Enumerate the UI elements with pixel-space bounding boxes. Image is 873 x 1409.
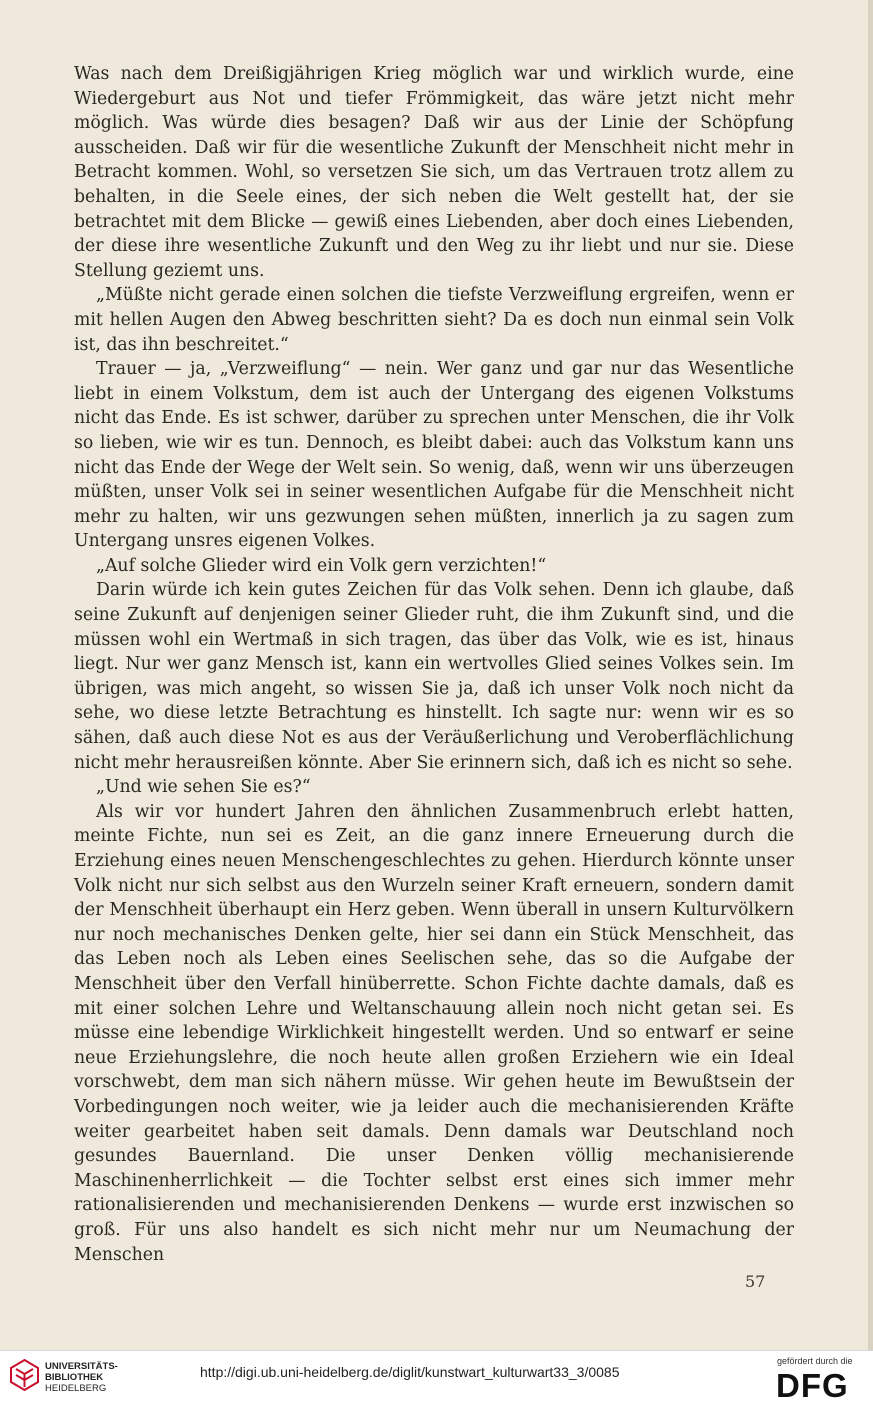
paragraph-4: „Auf solche Glieder wird ein Volk gern verzichten!“ [96, 555, 547, 576]
permalink-url[interactable]: http://digi.ub.uni-heidelberg.de/diglit/kunstwart_kulturwart33_3/0085 [200, 1364, 620, 1380]
paragraph-3: Trauer — ja, „Verzweiflung“ — nein. Wer ganz und gar nur das Wesentliche liebt in einem Volkstum, dem ist auch der Untergang des eigenen Volkstums nicht das Ende. Es ist schwer, darüber zu sprechen unter Menschen, die ihr Volk so lieben, wie wir es tun. Dennoch, es bleibt dabei: auch das Volkstum kann uns nicht das Ende der Wege der Welt sein. So wenig, daß, wenn wir uns überzeugen müßten, unser Volk sei in seiner wesentlichen Aufgabe für die Menschheit nicht mehr zu halten, wir uns gezwungen sehen müßten, innerlich ja zu sagen zum Untergang unsres eigenen Volkes. [74, 359, 794, 552]
body-text [74, 62, 794, 1267]
university-seal-icon[interactable] [10, 1359, 39, 1391]
page-edge [868, 0, 873, 1350]
paragraph-1: Was nach dem Dreißigjährigen Krieg möglich war und wirklich wurde, eine Wiedergeburt aus Not und tiefer Frömmigkeit, das wäre jetzt nicht mehr möglich. Was würde dies besagen? Daß wir aus der Linie der Schöpfung ausscheiden. Daß wir für die wesentliche Zukunft der Menschheit nicht mehr in Betracht kommen. Wohl, so versetzen Sie sich, um das Vertrauen trotz allem zu behalten, in die Seele eines, der sich neben die Welt gestellt hat, der sie betrachtet mit dem Blicke — gewiß eines Liebenden, aber doch eines Liebenden, der diese ihre wesentliche Zukunft und den Weg zu ihr liebt und nur sie. Diese Stellung geziemt uns. [74, 64, 794, 281]
library-line-3: HEIDELBERG [45, 1383, 107, 1394]
library-line-2: BIBLIOTHEK [45, 1372, 104, 1383]
library-line-1: UNIVERSITÄTS- [45, 1361, 118, 1372]
paragraph-6: „Und wie sehen Sie es?“ [96, 777, 311, 798]
paragraph-7: Als wir vor hundert Jahren den ähnlichen Zusammenbruch erlebt hatten, meinte Fichte, nun sei es Zeit, an die ganz innere Erneuerung durch die Erziehung eines neuen Menschengeschlechtes zu gehen. Hierdurch könnte unser Volk nicht nur sich selbst aus den Wurzeln seiner Kraft erneuern, sondern damit der Menschheit überhaupt ein Herz geben. Wenn überall in unsern Kulturvölkern nur noch mechanisches Denken gelte, hier sei dann ein Stück Menschheit, das das Leben noch als Leben eines Seelischen sehe, das so die Aufgabe der Menschheit über den Verfall hinüberrette. Schon Fichte dachte damals, daß es mit einer solchen Lehre und Weltanschauung allein noch nicht getan sei. Es müsse eine lebendige Wirklichkeit hingestellt werden. Und so entwarf er seine neue Erziehungslehre, die noch heute allen großen Erziehern wie ein Ideal vorschwebt, dem man sich nähern müsse. Wir gehen heute im Bewußtsein der Vorbedingungen noch weiter, wie ja leider auch die mechanisierenden Kräfte weiter gearbeitet haben seit damals. Denn damals war Deutschland noch gesundes Bauernland. Die unser Denken völlig mechanisierende Maschinenherrlichkeit — die Tochter selbst erst eines sich immer mehr rationalisierenden und mechanisierenden Denkens — wurde erst inzwischen so groß. Für uns also handelt es sich nicht mehr nur um Neumachung der Menschen [74, 801, 794, 1265]
dfg-logo[interactable]: DFG [776, 1367, 849, 1404]
library-name[interactable] [45, 1361, 118, 1394]
funding-note: gefördert durch die [777, 1356, 853, 1366]
paragraph-2: „Müßte nicht gerade einen solchen die tiefste Verzweiflung ergreifen, wenn er mit hellen Augen den Abweg beschritten sieht? Da es doch nun einmal sein Volk ist, das ihn beschreitet.“ [74, 285, 794, 355]
page-number: 57 [745, 1272, 766, 1291]
viewer-footer [0, 1350, 873, 1409]
paragraph-5: Darin würde ich kein gutes Zeichen für das Volk sehen. Denn ich glaube, daß seine Zukunft auf denjenigen seiner Glieder ruht, die ihm Zukunft sind, und die müssen wohl ein Wertmaß in sich tragen, das über das Volk, wie es ist, hinaus liegt. Nur wer ganz Mensch ist, kann ein wertvolles Glied seines Volkes sein. Im übrigen, was mich angeht, so wissen Sie ja, daß ich unser Volk noch nicht da sehe, wo diese letzte Betrachtung es hinstellt. Ich sagte nur: wenn wir es so sähen, daß auch diese Not es aus der Veräußerlichung und Veroberflächlichung nicht mehr herausreißen könnte. Aber Sie erinnern sich, daß ich es nicht so sehe. [74, 580, 794, 773]
